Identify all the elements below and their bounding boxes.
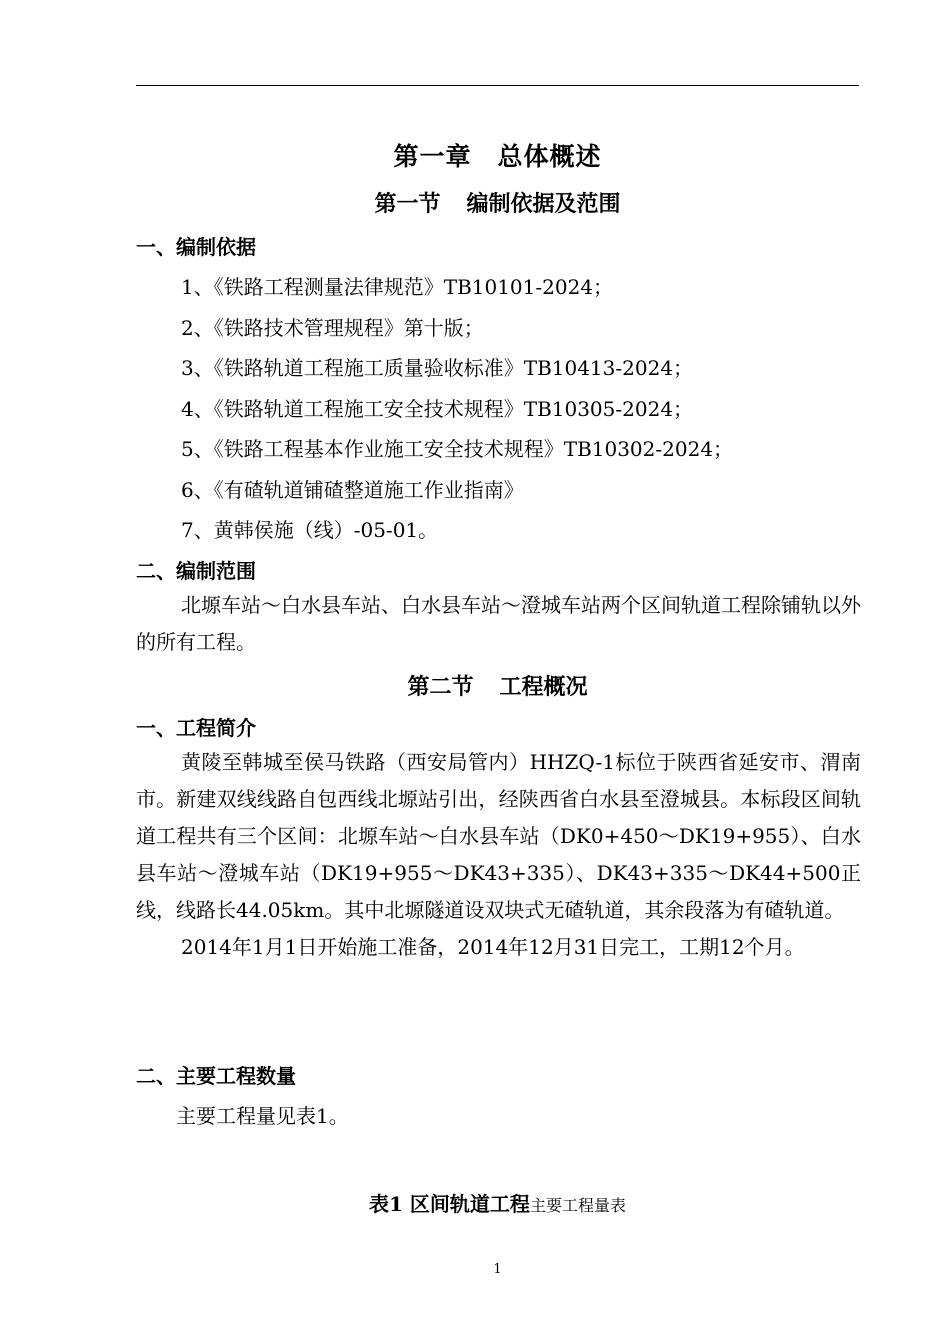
scope-text: 北塬车站～白水县车站、白水县车站～澄城车站两个区间轨道工程除铺轨以外的所有工程。 (136, 593, 861, 654)
intro-paragraphs (136, 744, 861, 966)
section-name: 工程概况 (499, 674, 588, 700)
chapter-number: 第一章 (393, 142, 472, 171)
basis-heading: 一、编制依据 (136, 235, 256, 259)
header-rule (136, 85, 859, 86)
quantities-text: 主要工程量见表1。 (176, 1104, 349, 1128)
table-caption-suffix: 主要工程量表 (529, 1196, 626, 1215)
table-caption-main: 表1 区间轨道工程 (369, 1192, 530, 1216)
intro-paragraph-2: 2014年1月1日开始施工准备，2014年12月31日完工，工期12个月。 (181, 935, 805, 959)
section-name: 编制依据及范围 (466, 191, 621, 217)
chapter-name: 总体概述 (497, 142, 602, 171)
table-caption (0, 1188, 950, 1217)
quantities-heading: 二、主要工程数量 (136, 1064, 296, 1088)
basis-item: 3、《铁路轨道工程施工质量验收标准》TB10413-2024； (181, 356, 694, 380)
basis-item: 5、《铁路工程基本作业施工安全技术规程》TB10302-2024； (181, 437, 734, 461)
basis-item: 1、《铁路工程测量法律规范》TB10101-2024； (181, 275, 614, 299)
scope-heading: 二、编制范围 (136, 559, 256, 583)
section-2-title (0, 670, 950, 701)
page-number: 1 (493, 1262, 502, 1277)
section-number: 第一节 (374, 191, 441, 217)
basis-item: 6、《有碴轨道铺碴整道施工作业指南》 (181, 478, 524, 502)
intro-paragraph-1: 黄陵至韩城至侯马铁路（西安局管内）HHZQ-1标位于陕西省延安市、渭南市。新建双线线路自包西线北塬站引出，经陕西省白水县至澄城县。本标段区间轨道工程共有三个区间：北塬车站～白水县车站（DK0+450～DK19+955）、白水县车站～澄城车站（DK19+955～DK43+335）、DK43+335～DK44+500正线，线路长44.05km。其中北塬隧道设双块式无碴轨道，其余段落为有碴轨道。 (136, 750, 861, 922)
basis-item: 2、《铁路技术管理规程》第十版； (181, 316, 484, 340)
basis-item: 7、黄韩侯施（线）-05-01。 (181, 518, 439, 542)
section-1-title (0, 187, 950, 218)
basis-item: 4、《铁路轨道工程施工安全技术规程》TB10305-2024； (181, 397, 694, 421)
scope-paragraph (136, 587, 861, 661)
chapter-title (0, 137, 950, 173)
section-number: 第二节 (407, 674, 474, 700)
intro-heading: 一、工程简介 (136, 716, 256, 740)
